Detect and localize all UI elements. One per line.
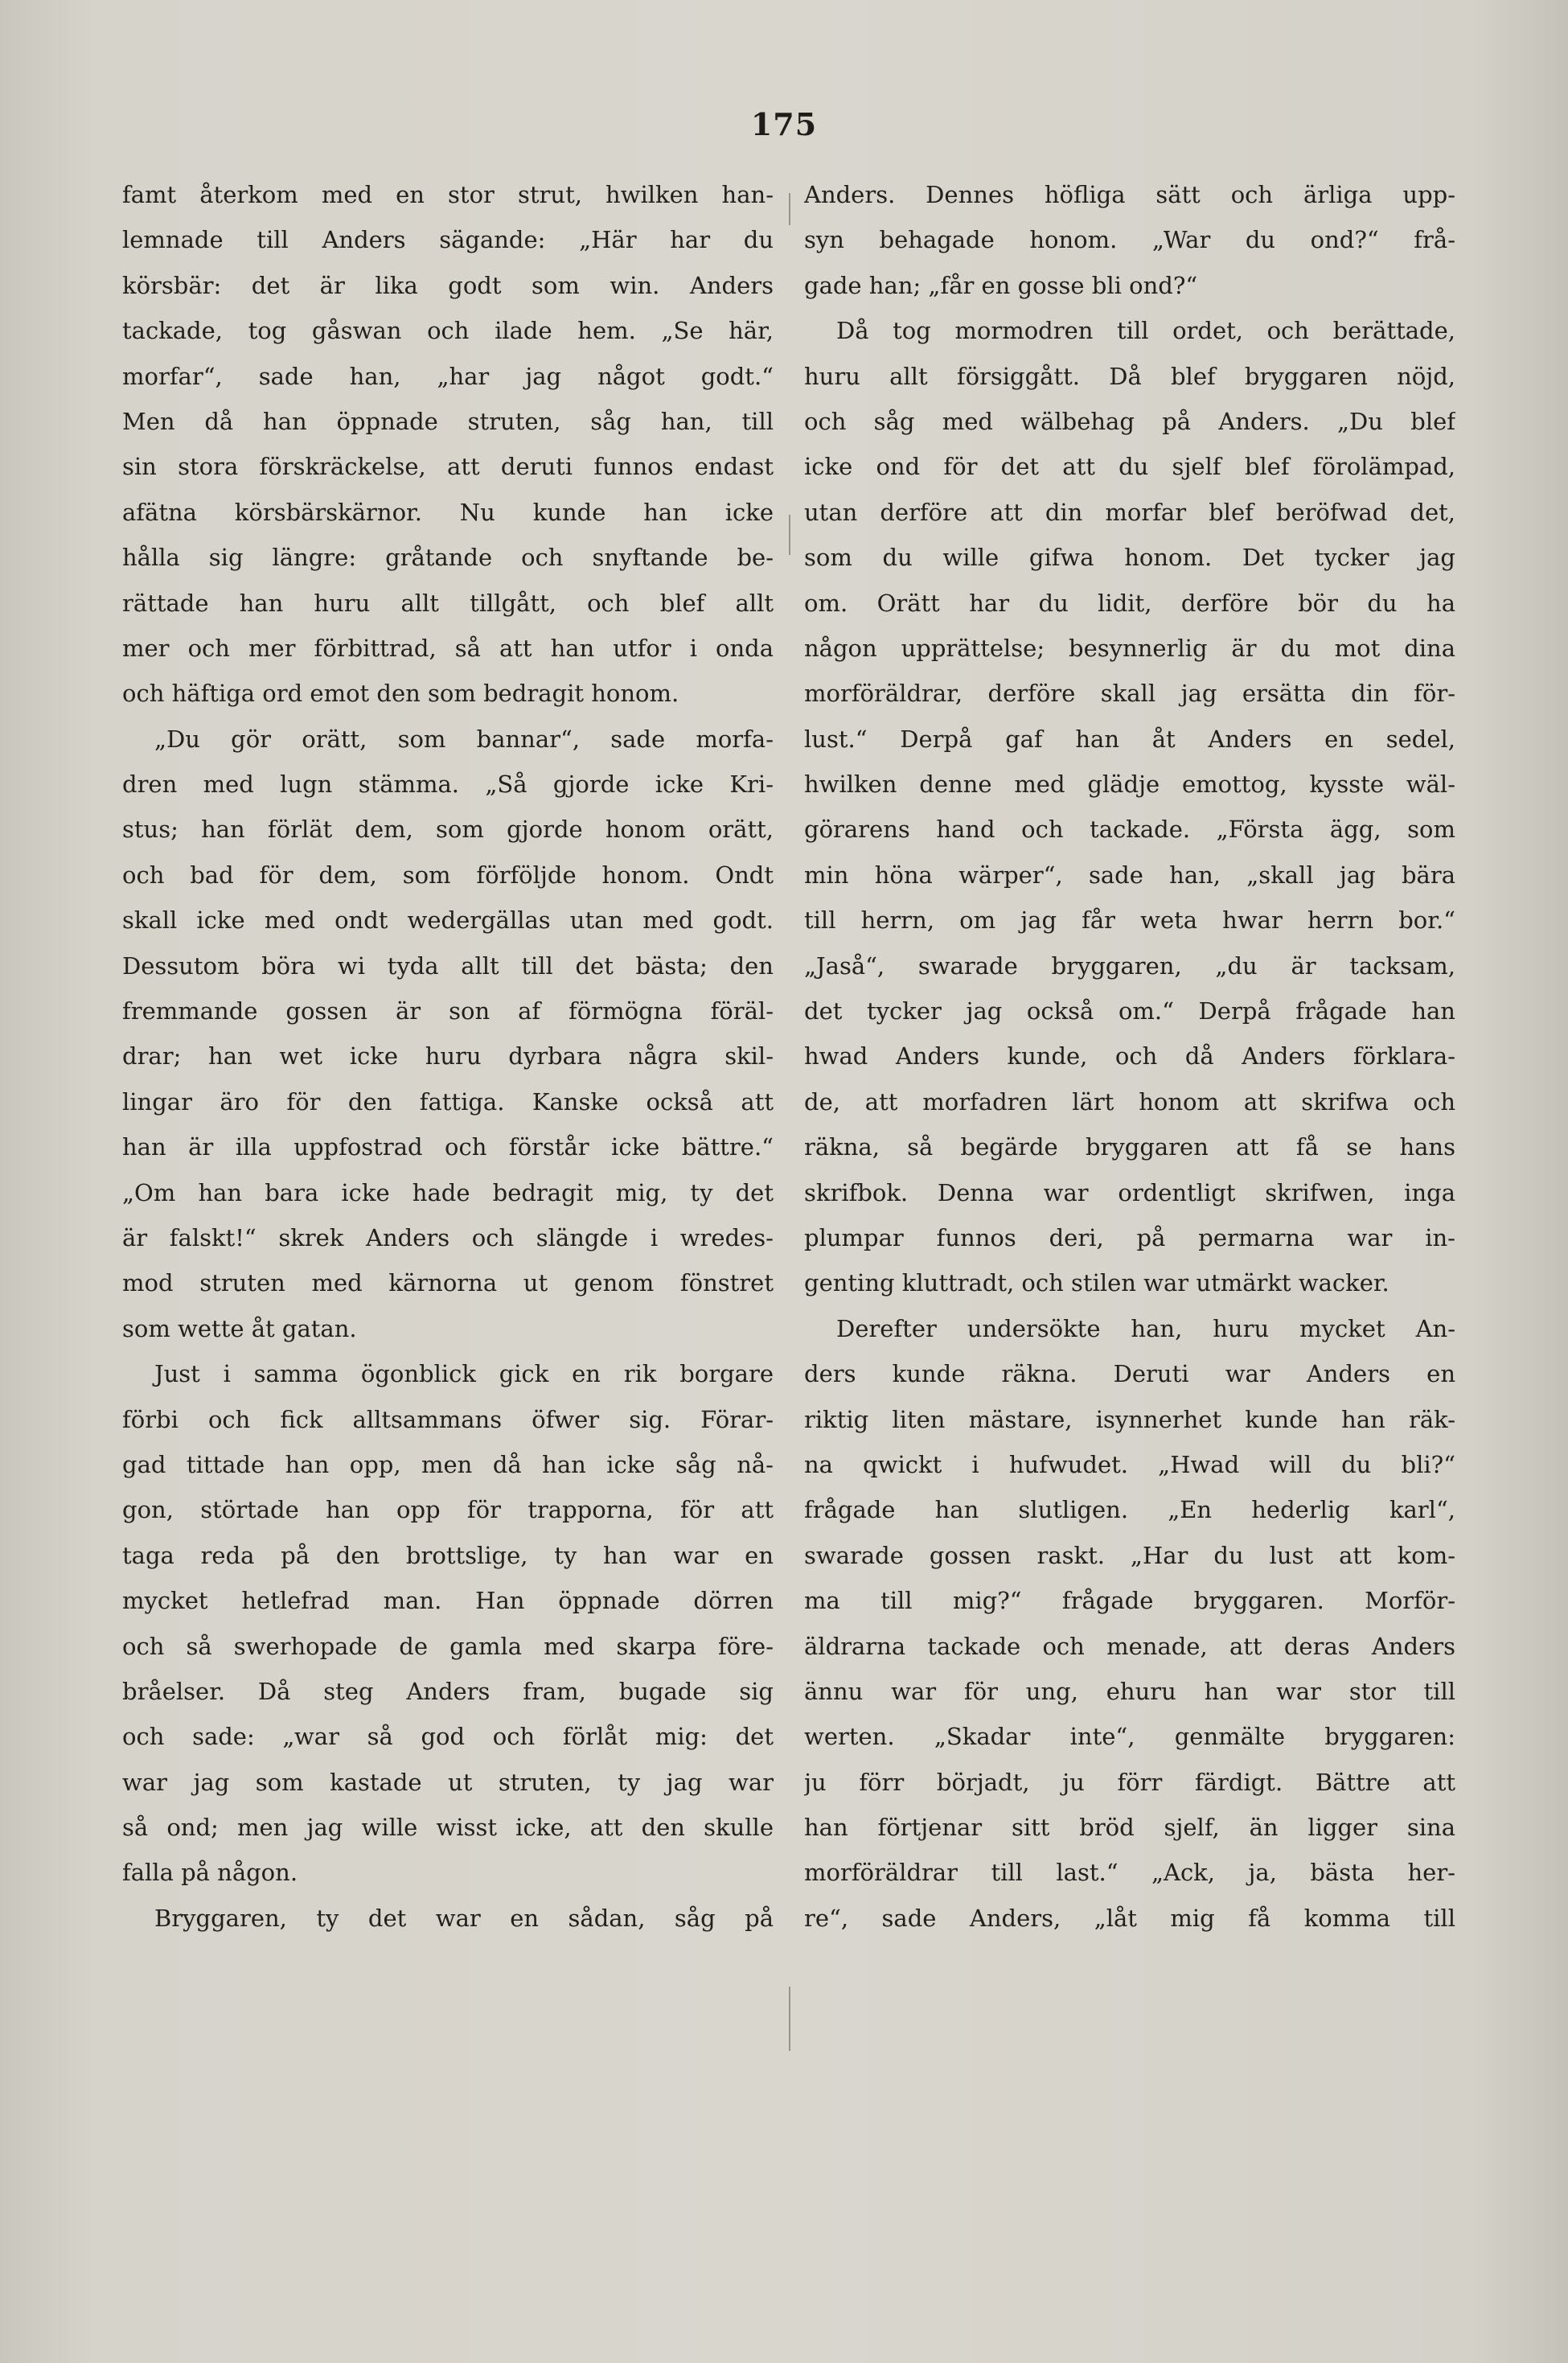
text-line: taga reda på den brottslige, ty han war en bbox=[122, 1541, 774, 1569]
text-line: drar; han wet icke huru dyrbara några skil- bbox=[122, 1042, 774, 1071]
text-line: na qwickt i hufwudet. „Hwad will du bli?“ bbox=[804, 1450, 1455, 1478]
text-line: hwad Anders kunde, och då Anders förklara- bbox=[804, 1042, 1455, 1071]
text-line: Just i samma ögonblick gick en rik borgare bbox=[154, 1360, 774, 1388]
text-line: förbi och fick alltsammans öfwer sig. Förar- bbox=[122, 1405, 774, 1433]
text-line: frågade han slutligen. „En hederlig karl“, bbox=[804, 1496, 1455, 1524]
text-line: stus; han förlät dem, som gjorde honom orätt, bbox=[122, 816, 774, 844]
text-line: falla på någon. bbox=[122, 1859, 298, 1887]
text-line: rättade han huru allt tillgått, och blef allt bbox=[122, 589, 774, 617]
gutter-mark bbox=[789, 1987, 790, 2051]
text-line: utan derföre att din morfar blef beröfwad det, bbox=[804, 498, 1455, 526]
text-line: morfar“, sade han, „har jag något godt.“ bbox=[122, 362, 774, 390]
text-line: någon upprättelse; besynnerlig är du mot dina bbox=[804, 634, 1455, 662]
text-line: gon, störtade han opp för trapporna, för att bbox=[122, 1496, 774, 1524]
text-line: famt återkom med en stor strut, hwilken han- bbox=[122, 181, 774, 208]
text-line: Bryggaren, ty det war en sådan, såg på bbox=[154, 1904, 774, 1932]
text-line: Derefter undersökte han, huru mycket An- bbox=[836, 1314, 1455, 1342]
text-line: „Jaså“, swarade bryggaren, „du är tacksam, bbox=[804, 951, 1455, 980]
text-line: mod struten med kärnorna ut genom fönstret bbox=[122, 1269, 774, 1297]
text-line: hwilken denne med glädje emottog, kysste wäl- bbox=[804, 771, 1455, 799]
text-line: swarade gossen raskt. „Har du lust att kom- bbox=[804, 1541, 1455, 1569]
text-line: som du wille gifwa honom. Det tycker jag bbox=[804, 544, 1455, 572]
text-line: gad tittade han opp, men då han icke såg nå- bbox=[122, 1450, 774, 1478]
text-line: så ond; men jag wille wisst icke, att den skulle bbox=[122, 1814, 774, 1842]
text-line: räkna, så begärde bryggaren att få se hans bbox=[804, 1133, 1455, 1161]
text-line: som wette åt gatan. bbox=[122, 1314, 357, 1342]
text-line: och häftiga ord emot den som bedragit honom. bbox=[122, 680, 679, 708]
text-line: görarens hand och tackade. „Första ägg, som bbox=[804, 816, 1455, 844]
text-line: ju förr börjadt, ju förr färdigt. Bättre att bbox=[804, 1768, 1455, 1796]
text-line: Anders. Dennes höfliga sätt och ärliga upp- bbox=[804, 181, 1455, 208]
text-line: ders kunde räkna. Deruti war Anders en bbox=[804, 1360, 1455, 1388]
text-line: och så swerhopade de gamla med skarpa före- bbox=[122, 1632, 774, 1660]
text-line: „Om han bara icke hade bedragit mig, ty det bbox=[122, 1178, 774, 1206]
text-line: hålla sig längre: gråtande och snyftande be- bbox=[122, 544, 774, 572]
gutter-mark bbox=[789, 515, 790, 555]
text-line: det tycker jag också om.“ Derpå frågade han bbox=[804, 997, 1455, 1025]
text-line: Dessutom böra wi tyda allt till det bästa; den bbox=[122, 951, 774, 980]
text-line: mycket hetlefrad man. Han öppnade dörren bbox=[122, 1587, 774, 1615]
text-line: riktig liten mästare, isynnerhet kunde han räk- bbox=[804, 1405, 1455, 1433]
text-line: äldrarna tackade och menade, att deras Anders bbox=[804, 1632, 1455, 1660]
text-line: skall icke med ondt wedergällas utan med godt. bbox=[122, 906, 774, 935]
right-text-column bbox=[804, 172, 1455, 1941]
text-line: genting kluttradt, och stilen war utmärkt wacker. bbox=[804, 1269, 1389, 1297]
text-line: om. Orätt har du lidit, derföre bör du ha bbox=[804, 589, 1455, 617]
text-line: dren med lugn stämma. „Så gjorde icke Kri- bbox=[122, 771, 774, 799]
text-line: lingar äro för den fattiga. Kanske också att bbox=[122, 1087, 774, 1116]
text-line: lemnade till Anders sägande: „Här har du bbox=[122, 226, 774, 254]
text-line: till herrn, om jag får weta hwar herrn bor.“ bbox=[804, 906, 1455, 935]
text-line: afätna körsbärskärnor. Nu kunde han icke bbox=[122, 498, 774, 526]
text-line: och bad för dem, som förföljde honom. Ondt bbox=[122, 861, 774, 889]
text-line: icke ond för det att du sjelf blef förolämpad, bbox=[804, 453, 1455, 481]
text-line: bråelser. Då steg Anders fram, bugade sig bbox=[122, 1677, 774, 1705]
text-line: plumpar funnos deri, på permarna war in- bbox=[804, 1223, 1455, 1251]
text-line: huru allt försiggått. Då blef bryggaren nöjd, bbox=[804, 362, 1455, 390]
text-line: han är illa uppfostrad och förstår icke bättre.“ bbox=[122, 1133, 774, 1161]
text-line: lust.“ Derpå gaf han åt Anders en sedel, bbox=[804, 725, 1455, 753]
text-line: fremmande gossen är son af förmögna föräl- bbox=[122, 997, 774, 1025]
text-line: de, att morfadren lärt honom att skrifwa och bbox=[804, 1087, 1455, 1116]
text-line: min höna wärper“, sade han, „skall jag bära bbox=[804, 861, 1455, 889]
left-text-column bbox=[122, 172, 774, 1941]
text-line: och sade: „war så god och förlåt mig: det bbox=[122, 1723, 774, 1751]
text-line: „Du gör orätt, som bannar“, sade morfa- bbox=[154, 725, 774, 753]
text-line: han förtjenar sitt bröd sjelf, än ligger sina bbox=[804, 1814, 1455, 1842]
text-line: Då tog mormodren till ordet, och berättade, bbox=[836, 317, 1455, 345]
page-number: 175 bbox=[750, 106, 818, 142]
text-line: gade han; „får en gosse bli ond?“ bbox=[804, 271, 1198, 299]
text-line: Men då han öppnade struten, såg han, till bbox=[122, 407, 774, 435]
text-line: skrifbok. Denna war ordentligt skrifwen, inga bbox=[804, 1178, 1455, 1206]
text-line: och såg med wälbehag på Anders. „Du blef bbox=[804, 407, 1455, 435]
text-line: ännu war för ung, ehuru han war stor till bbox=[804, 1677, 1455, 1705]
text-line: sin stora förskräckelse, att deruti funnos endast bbox=[122, 453, 774, 481]
text-line: morföräldrar, derföre skall jag ersätta din för- bbox=[804, 680, 1455, 708]
text-line: morföräldrar till last.“ „Ack, ja, bästa her- bbox=[804, 1859, 1455, 1887]
text-line: körsbär: det är lika godt som win. Anders bbox=[122, 271, 774, 299]
text-line: war jag som kastade ut struten, ty jag war bbox=[122, 1768, 774, 1796]
text-line: syn behagade honom. „War du ond?“ frå- bbox=[804, 226, 1455, 254]
text-line: ma till mig?“ frågade bryggaren. Morför- bbox=[804, 1587, 1455, 1615]
text-line: werten. „Skadar inte“, genmälte bryggaren: bbox=[804, 1723, 1455, 1751]
text-line: mer och mer förbittrad, så att han utfor i onda bbox=[122, 634, 774, 662]
text-line: är falskt!“ skrek Anders och slängde i wredes- bbox=[122, 1223, 774, 1251]
gutter-mark bbox=[789, 193, 790, 225]
text-line: tackade, tog gåswan och ilade hem. „Se här, bbox=[122, 317, 774, 345]
text-line: re“, sade Anders, „låt mig få komma till bbox=[804, 1904, 1455, 1932]
